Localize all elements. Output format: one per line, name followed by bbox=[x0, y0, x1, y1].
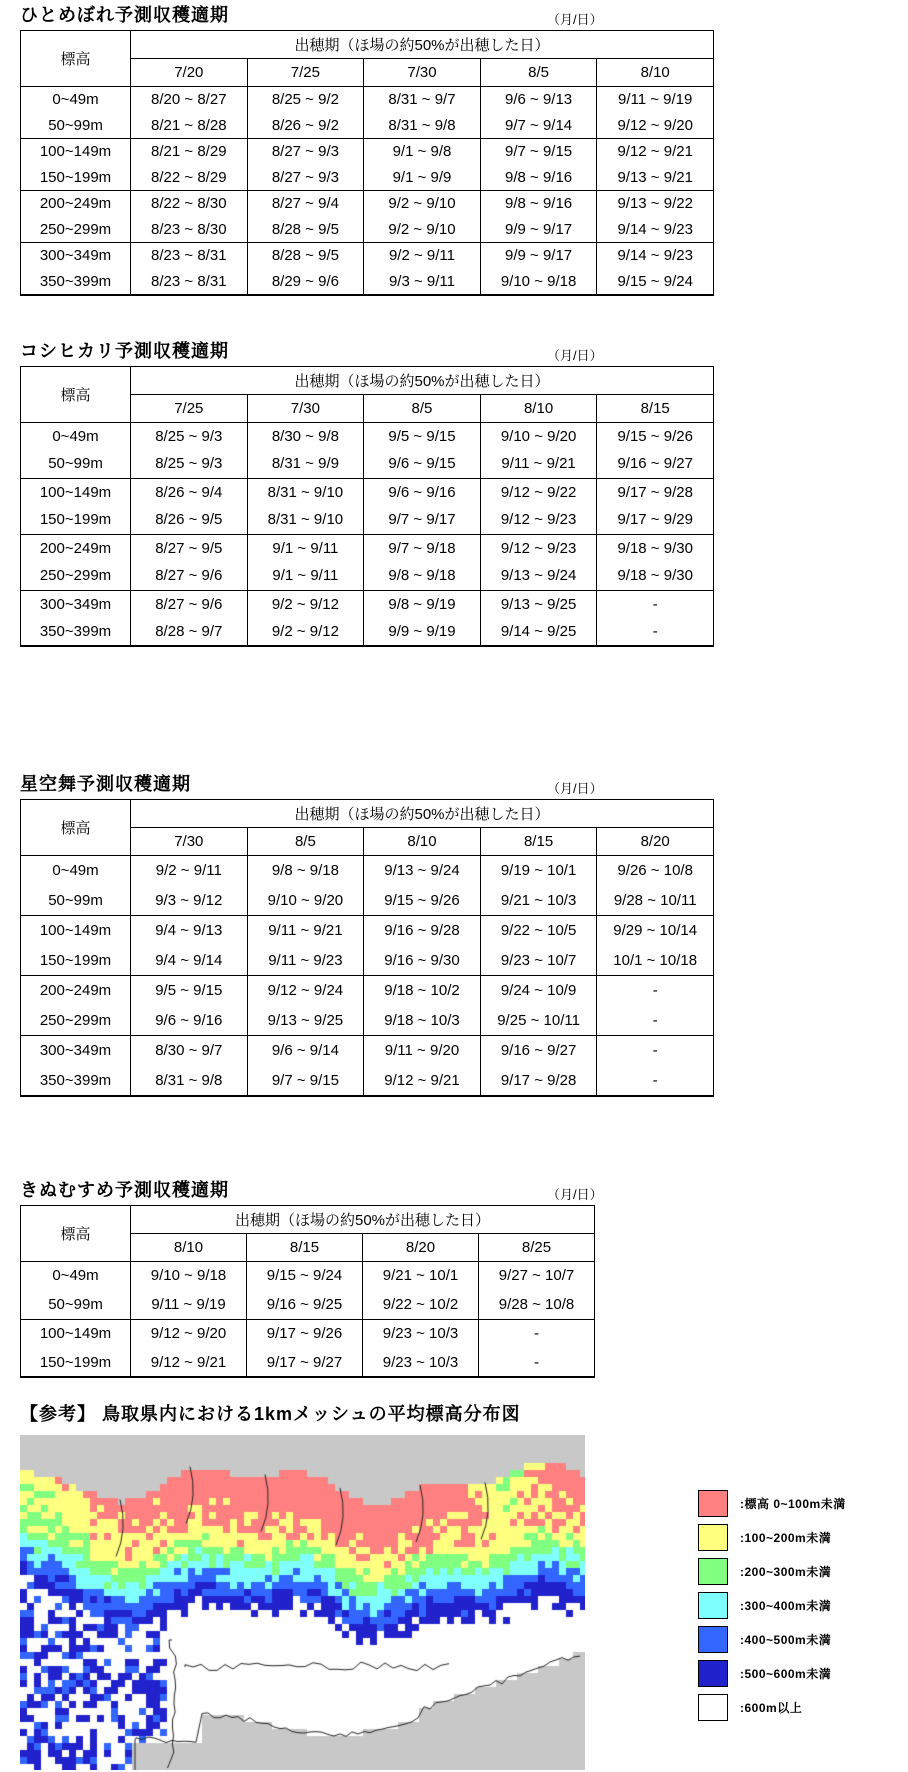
harvest-range-cell: 8/28 ~ 9/7 bbox=[131, 618, 248, 646]
harvest-range-cell: 8/31 ~ 9/8 bbox=[131, 1066, 248, 1096]
elevation-label: 100~149m bbox=[21, 1319, 131, 1348]
harvest-range-cell: 8/30 ~ 9/8 bbox=[247, 422, 364, 450]
harvest-range-cell: 9/16 ~ 9/30 bbox=[364, 946, 481, 976]
elevation-label: 100~149m bbox=[21, 139, 131, 165]
harvest-range-cell: 9/16 ~ 9/28 bbox=[364, 916, 481, 946]
harvest-range-cell: 9/25 ~ 10/11 bbox=[480, 1006, 597, 1036]
legend-label: :500~600m未満 bbox=[740, 1666, 832, 1681]
elevation-label: 100~149m bbox=[21, 916, 131, 946]
harvest-range-cell: 9/1 ~ 9/9 bbox=[364, 165, 481, 191]
harvest-range-cell: 9/13 ~ 9/22 bbox=[597, 191, 714, 217]
unit-label: （月/日） bbox=[547, 781, 603, 796]
harvest-range-cell: 8/28 ~ 9/5 bbox=[247, 217, 364, 243]
harvest-range-cell: 9/12 ~ 9/23 bbox=[480, 534, 597, 562]
harvest-range-cell: 9/5 ~ 9/15 bbox=[364, 422, 481, 450]
harvest-range-cell: 9/17 ~ 9/29 bbox=[597, 506, 714, 534]
legend-label: :100~200m未満 bbox=[740, 1530, 832, 1545]
col-header-heading-date: 7/30 bbox=[364, 59, 481, 87]
harvest-range-cell: 9/15 ~ 9/24 bbox=[247, 1261, 363, 1290]
col-header-heading-date: 7/25 bbox=[131, 394, 248, 422]
harvest-range-cell: 9/2 ~ 9/11 bbox=[364, 243, 481, 269]
harvest-range-cell: 9/17 ~ 9/28 bbox=[597, 478, 714, 506]
harvest-range-cell: 9/9 ~ 9/17 bbox=[480, 243, 597, 269]
harvest-range-cell: 9/7 ~ 9/18 bbox=[364, 534, 481, 562]
section-header bbox=[20, 1179, 908, 1203]
harvest-range-cell: 9/14 ~ 9/23 bbox=[597, 217, 714, 243]
harvest-range-cell: 9/29 ~ 10/14 bbox=[597, 916, 714, 946]
harvest-range-cell: 9/14 ~ 9/23 bbox=[597, 243, 714, 269]
harvest-range-cell: 9/9 ~ 9/19 bbox=[364, 618, 481, 646]
harvest-range-cell: 9/15 ~ 9/24 bbox=[597, 269, 714, 295]
table-row bbox=[21, 113, 714, 139]
legend-item bbox=[698, 1523, 846, 1551]
harvest-table-hoshizoramai bbox=[20, 799, 714, 1097]
harvest-range-cell: 9/28 ~ 10/11 bbox=[597, 886, 714, 916]
harvest-range-cell: 9/2 ~ 9/11 bbox=[131, 856, 248, 886]
col-header-heading-date: 8/10 bbox=[364, 828, 481, 856]
harvest-range-cell: 8/31 ~ 9/10 bbox=[247, 478, 364, 506]
legend-swatch bbox=[698, 1660, 728, 1687]
row-header-elevation: 標高 bbox=[21, 800, 131, 856]
table-row bbox=[21, 243, 714, 269]
harvest-range-cell: 8/23 ~ 8/31 bbox=[131, 269, 248, 295]
row-header-elevation: 標高 bbox=[21, 1205, 131, 1261]
harvest-range-cell: 9/5 ~ 9/15 bbox=[131, 976, 248, 1006]
harvest-range-cell: 9/24 ~ 10/9 bbox=[480, 976, 597, 1006]
legend-label: :標高 0~100m未満 bbox=[740, 1496, 846, 1511]
harvest-range-cell: - bbox=[597, 1006, 714, 1036]
harvest-range-cell: 10/1 ~ 10/18 bbox=[597, 946, 714, 976]
elevation-label: 350~399m bbox=[21, 269, 131, 295]
table-title-hitomebore: ひとめぼれ予測収穫適期 bbox=[20, 5, 229, 25]
harvest-range-cell: 8/26 ~ 9/5 bbox=[131, 506, 248, 534]
elevation-label: 150~199m bbox=[21, 946, 131, 976]
col-header-heading-date: 8/5 bbox=[364, 394, 481, 422]
harvest-range-cell: 8/21 ~ 8/29 bbox=[131, 139, 248, 165]
harvest-range-cell: 9/12 ~ 9/24 bbox=[247, 976, 364, 1006]
elevation-label: 50~99m bbox=[21, 113, 131, 139]
table-row bbox=[21, 916, 714, 946]
section-hoshizoramai bbox=[20, 773, 908, 1097]
legend-item bbox=[698, 1625, 846, 1653]
section-hitomebore bbox=[20, 4, 908, 296]
harvest-range-cell: 9/28 ~ 10/8 bbox=[479, 1290, 595, 1319]
harvest-range-cell: 9/8 ~ 9/19 bbox=[364, 590, 481, 618]
row-header-elevation: 標高 bbox=[21, 366, 131, 422]
harvest-range-cell: 9/11 ~ 9/19 bbox=[597, 87, 714, 113]
harvest-range-cell: 9/13 ~ 9/21 bbox=[597, 165, 714, 191]
table-row bbox=[21, 590, 714, 618]
elevation-label: 0~49m bbox=[21, 856, 131, 886]
elevation-label: 150~199m bbox=[21, 1348, 131, 1377]
harvest-range-cell: 9/7 ~ 9/15 bbox=[247, 1066, 364, 1096]
harvest-range-cell: 9/6 ~ 9/14 bbox=[247, 1036, 364, 1066]
harvest-range-cell: 9/17 ~ 9/28 bbox=[480, 1066, 597, 1096]
elevation-label: 250~299m bbox=[21, 1006, 131, 1036]
harvest-range-cell: 9/21 ~ 10/1 bbox=[363, 1261, 479, 1290]
harvest-range-cell: 9/19 ~ 10/1 bbox=[480, 856, 597, 886]
harvest-range-cell: 9/3 ~ 9/12 bbox=[131, 886, 248, 916]
legend-label: :200~300m未満 bbox=[740, 1564, 832, 1579]
harvest-range-cell: 8/27 ~ 9/5 bbox=[131, 534, 248, 562]
harvest-range-cell: 9/6 ~ 9/16 bbox=[364, 478, 481, 506]
table-row bbox=[21, 562, 714, 590]
harvest-range-cell: - bbox=[479, 1319, 595, 1348]
harvest-range-cell: 9/22 ~ 10/5 bbox=[480, 916, 597, 946]
harvest-range-cell: 9/7 ~ 9/15 bbox=[480, 139, 597, 165]
table-row bbox=[21, 1348, 595, 1377]
harvest-range-cell: 9/12 ~ 9/23 bbox=[480, 506, 597, 534]
harvest-range-cell: 9/16 ~ 9/27 bbox=[597, 450, 714, 478]
harvest-range-cell: - bbox=[597, 1066, 714, 1096]
section-header bbox=[20, 4, 908, 28]
table-row bbox=[21, 1066, 714, 1096]
table-row bbox=[21, 217, 714, 243]
legend-swatch bbox=[698, 1558, 728, 1585]
harvest-range-cell: 9/27 ~ 10/7 bbox=[479, 1261, 595, 1290]
elevation-label: 300~349m bbox=[21, 1036, 131, 1066]
unit-label: （月/日） bbox=[547, 1186, 603, 1202]
heading-date-group: 出穂期（ほ場の約50%が出穂した日） bbox=[131, 31, 714, 59]
harvest-range-cell: 8/31 ~ 9/7 bbox=[364, 87, 481, 113]
harvest-range-cell: 9/3 ~ 9/11 bbox=[364, 269, 481, 295]
col-header-heading-date: 7/30 bbox=[131, 828, 248, 856]
section-elevation-map bbox=[20, 1400, 908, 1770]
harvest-range-cell: - bbox=[597, 1036, 714, 1066]
harvest-range-cell: 8/22 ~ 8/30 bbox=[131, 191, 248, 217]
harvest-range-cell: 9/8 ~ 9/16 bbox=[480, 191, 597, 217]
harvest-range-cell: 9/13 ~ 9/24 bbox=[364, 856, 481, 886]
harvest-range-cell: - bbox=[597, 976, 714, 1006]
col-header-heading-date: 8/10 bbox=[131, 1233, 247, 1261]
unit-label: （月/日） bbox=[547, 347, 603, 363]
table-title-kinumusume: きぬむすめ予測収穫適期 bbox=[20, 1179, 229, 1200]
harvest-range-cell: 8/23 ~ 8/30 bbox=[131, 217, 248, 243]
harvest-range-cell: 9/8 ~ 9/16 bbox=[480, 165, 597, 191]
harvest-range-cell: 8/25 ~ 9/3 bbox=[131, 450, 248, 478]
elevation-label: 150~199m bbox=[21, 165, 131, 191]
col-header-heading-date: 8/25 bbox=[479, 1233, 595, 1261]
harvest-range-cell: 8/27 ~ 9/3 bbox=[247, 139, 364, 165]
harvest-range-cell: 9/10 ~ 9/20 bbox=[480, 422, 597, 450]
elevation-label: 0~49m bbox=[21, 422, 131, 450]
harvest-range-cell: 9/11 ~ 9/20 bbox=[364, 1036, 481, 1066]
legend-swatch bbox=[698, 1626, 728, 1653]
table-row bbox=[21, 191, 714, 217]
elevation-label: 350~399m bbox=[21, 618, 131, 646]
table-row bbox=[21, 976, 714, 1006]
harvest-range-cell: 9/9 ~ 9/17 bbox=[480, 217, 597, 243]
harvest-range-cell: 9/8 ~ 9/18 bbox=[247, 856, 364, 886]
harvest-range-cell: 9/11 ~ 9/21 bbox=[480, 450, 597, 478]
elevation-label: 0~49m bbox=[21, 87, 131, 113]
harvest-range-cell: 9/13 ~ 9/24 bbox=[480, 562, 597, 590]
harvest-range-cell: 9/11 ~ 9/19 bbox=[131, 1290, 247, 1319]
table-row bbox=[21, 1319, 595, 1348]
table-row bbox=[21, 450, 714, 478]
elevation-label: 200~249m bbox=[21, 976, 131, 1006]
col-header-heading-date: 7/30 bbox=[247, 394, 364, 422]
elevation-label: 300~349m bbox=[21, 590, 131, 618]
harvest-range-cell: 8/27 ~ 9/6 bbox=[131, 562, 248, 590]
table-row bbox=[21, 478, 714, 506]
elevation-mesh-map bbox=[20, 1435, 585, 1770]
map-title: 【参考】 鳥取県内における1kmメッシュの平均標高分布図 bbox=[20, 1404, 521, 1424]
harvest-range-cell: 9/12 ~ 9/21 bbox=[597, 139, 714, 165]
harvest-range-cell: 9/16 ~ 9/27 bbox=[480, 1036, 597, 1066]
col-header-heading-date: 8/5 bbox=[247, 828, 364, 856]
elevation-label: 200~249m bbox=[21, 191, 131, 217]
table-row bbox=[21, 139, 714, 165]
table-row bbox=[21, 87, 714, 113]
table-row bbox=[21, 886, 714, 916]
legend-label: :600m以上 bbox=[740, 1700, 803, 1715]
legend-label: :400~500m未満 bbox=[740, 1632, 832, 1647]
harvest-range-cell: 9/21 ~ 10/3 bbox=[480, 886, 597, 916]
legend-swatch bbox=[698, 1490, 728, 1517]
elevation-label: 0~49m bbox=[21, 1261, 131, 1290]
section-header bbox=[20, 340, 908, 364]
harvest-range-cell: 9/6 ~ 9/13 bbox=[480, 87, 597, 113]
harvest-range-cell: 8/25 ~ 9/2 bbox=[247, 87, 364, 113]
harvest-range-cell: 9/10 ~ 9/18 bbox=[131, 1261, 247, 1290]
harvest-range-cell: 8/28 ~ 9/5 bbox=[247, 243, 364, 269]
harvest-range-cell: - bbox=[479, 1348, 595, 1377]
harvest-table-hitomebore bbox=[20, 30, 714, 296]
table-row bbox=[21, 506, 714, 534]
legend-item bbox=[698, 1489, 846, 1517]
harvest-range-cell: 8/31 ~ 9/8 bbox=[364, 113, 481, 139]
harvest-range-cell: 9/6 ~ 9/15 bbox=[364, 450, 481, 478]
col-header-heading-date: 8/20 bbox=[597, 828, 714, 856]
col-header-heading-date: 8/15 bbox=[480, 828, 597, 856]
table-row bbox=[21, 165, 714, 191]
section-koshihikari bbox=[20, 340, 908, 648]
harvest-range-cell: 9/7 ~ 9/14 bbox=[480, 113, 597, 139]
harvest-range-cell: 8/21 ~ 8/28 bbox=[131, 113, 248, 139]
col-header-heading-date: 7/25 bbox=[247, 59, 364, 87]
harvest-range-cell: 9/18 ~ 10/3 bbox=[364, 1006, 481, 1036]
harvest-range-cell: 9/2 ~ 9/12 bbox=[247, 590, 364, 618]
harvest-range-cell: 9/14 ~ 9/25 bbox=[480, 618, 597, 646]
legend-swatch bbox=[698, 1524, 728, 1551]
col-header-heading-date: 8/10 bbox=[597, 59, 714, 87]
harvest-range-cell: 9/18 ~ 9/30 bbox=[597, 534, 714, 562]
harvest-range-cell: 9/18 ~ 10/2 bbox=[364, 976, 481, 1006]
legend-label: :300~400m未満 bbox=[740, 1598, 832, 1613]
harvest-range-cell: 9/11 ~ 9/23 bbox=[247, 946, 364, 976]
harvest-range-cell: 9/10 ~ 9/20 bbox=[247, 886, 364, 916]
harvest-range-cell: 8/27 ~ 9/6 bbox=[131, 590, 248, 618]
table-row bbox=[21, 618, 714, 646]
harvest-range-cell: 8/27 ~ 9/4 bbox=[247, 191, 364, 217]
harvest-range-cell: 8/22 ~ 8/29 bbox=[131, 165, 248, 191]
harvest-range-cell: 9/1 ~ 9/11 bbox=[247, 562, 364, 590]
table-row bbox=[21, 1006, 714, 1036]
harvest-range-cell: 8/30 ~ 9/7 bbox=[131, 1036, 248, 1066]
harvest-range-cell: 9/15 ~ 9/26 bbox=[597, 422, 714, 450]
harvest-range-cell: 9/12 ~ 9/20 bbox=[131, 1319, 247, 1348]
harvest-range-cell: 9/2 ~ 9/12 bbox=[247, 618, 364, 646]
harvest-range-cell: 9/11 ~ 9/21 bbox=[247, 916, 364, 946]
col-header-heading-date: 8/5 bbox=[480, 59, 597, 87]
harvest-range-cell: 9/2 ~ 9/10 bbox=[364, 191, 481, 217]
elevation-label: 150~199m bbox=[21, 506, 131, 534]
harvest-range-cell: 8/26 ~ 9/4 bbox=[131, 478, 248, 506]
harvest-range-cell: 9/1 ~ 9/11 bbox=[247, 534, 364, 562]
col-header-heading-date: 7/20 bbox=[131, 59, 248, 87]
col-header-heading-date: 8/20 bbox=[363, 1233, 479, 1261]
harvest-range-cell: 8/31 ~ 9/10 bbox=[247, 506, 364, 534]
legend-item bbox=[698, 1557, 846, 1585]
harvest-range-cell: 9/23 ~ 10/3 bbox=[363, 1319, 479, 1348]
table-row bbox=[21, 269, 714, 295]
harvest-range-cell: 9/15 ~ 9/26 bbox=[364, 886, 481, 916]
harvest-range-cell: 9/13 ~ 9/25 bbox=[247, 1006, 364, 1036]
legend-item bbox=[698, 1659, 846, 1687]
legend-swatch bbox=[698, 1592, 728, 1619]
col-header-heading-date: 8/15 bbox=[597, 394, 714, 422]
elevation-label: 250~299m bbox=[21, 217, 131, 243]
elevation-label: 300~349m bbox=[21, 243, 131, 269]
harvest-range-cell: 9/23 ~ 10/7 bbox=[480, 946, 597, 976]
harvest-range-cell: 9/18 ~ 9/30 bbox=[597, 562, 714, 590]
harvest-range-cell: 8/25 ~ 9/3 bbox=[131, 422, 248, 450]
elevation-label: 50~99m bbox=[21, 450, 131, 478]
harvest-range-cell: 9/6 ~ 9/16 bbox=[131, 1006, 248, 1036]
harvest-range-cell: 9/17 ~ 9/27 bbox=[247, 1348, 363, 1377]
table-title-koshihikari: コシヒカリ予測収穫適期 bbox=[20, 340, 229, 361]
table-row bbox=[21, 1036, 714, 1066]
map-legend bbox=[698, 1489, 846, 1727]
harvest-range-cell: 9/26 ~ 10/8 bbox=[597, 856, 714, 886]
harvest-range-cell: - bbox=[597, 590, 714, 618]
harvest-range-cell: 8/27 ~ 9/3 bbox=[247, 165, 364, 191]
harvest-range-cell: 9/12 ~ 9/20 bbox=[597, 113, 714, 139]
harvest-table-kinumusume bbox=[20, 1205, 595, 1379]
heading-date-group: 出穂期（ほ場の約50%が出穂した日） bbox=[131, 366, 714, 394]
harvest-range-cell: 9/23 ~ 10/3 bbox=[363, 1348, 479, 1377]
elevation-label: 50~99m bbox=[21, 886, 131, 916]
row-header-elevation: 標高 bbox=[21, 31, 131, 87]
harvest-range-cell: 9/12 ~ 9/21 bbox=[364, 1066, 481, 1096]
elevation-label: 250~299m bbox=[21, 562, 131, 590]
elevation-label: 50~99m bbox=[21, 1290, 131, 1319]
harvest-range-cell: 8/26 ~ 9/2 bbox=[247, 113, 364, 139]
harvest-range-cell: 8/29 ~ 9/6 bbox=[247, 269, 364, 295]
harvest-range-cell: 9/12 ~ 9/21 bbox=[131, 1348, 247, 1377]
harvest-range-cell: 9/7 ~ 9/17 bbox=[364, 506, 481, 534]
harvest-range-cell: 9/4 ~ 9/14 bbox=[131, 946, 248, 976]
table-row bbox=[21, 422, 714, 450]
section-header bbox=[20, 773, 908, 797]
section-kinumusume bbox=[20, 1179, 908, 1379]
legend-item bbox=[698, 1591, 846, 1619]
table-row bbox=[21, 1261, 595, 1290]
harvest-range-cell: 9/4 ~ 9/13 bbox=[131, 916, 248, 946]
harvest-range-cell: 9/22 ~ 10/2 bbox=[363, 1290, 479, 1319]
elevation-label: 200~249m bbox=[21, 534, 131, 562]
harvest-range-cell: 9/8 ~ 9/18 bbox=[364, 562, 481, 590]
unit-label: （月/日） bbox=[547, 12, 603, 27]
harvest-range-cell: 9/16 ~ 9/25 bbox=[247, 1290, 363, 1319]
harvest-range-cell: 9/12 ~ 9/22 bbox=[480, 478, 597, 506]
legend-swatch bbox=[698, 1694, 728, 1721]
table-row bbox=[21, 856, 714, 886]
elevation-label: 100~149m bbox=[21, 478, 131, 506]
harvest-range-cell: 9/17 ~ 9/26 bbox=[247, 1319, 363, 1348]
harvest-range-cell: 9/2 ~ 9/10 bbox=[364, 217, 481, 243]
legend-item bbox=[698, 1693, 846, 1721]
table-title-hoshizoramai: 星空舞予測収穫適期 bbox=[20, 774, 191, 794]
harvest-range-cell: 9/1 ~ 9/8 bbox=[364, 139, 481, 165]
table-row bbox=[21, 534, 714, 562]
table-row bbox=[21, 946, 714, 976]
map-area bbox=[20, 1435, 908, 1770]
harvest-range-cell: 8/23 ~ 8/31 bbox=[131, 243, 248, 269]
col-header-heading-date: 8/10 bbox=[480, 394, 597, 422]
heading-date-group: 出穂期（ほ場の約50%が出穂した日） bbox=[131, 800, 714, 828]
harvest-range-cell: 9/10 ~ 9/18 bbox=[480, 269, 597, 295]
harvest-range-cell: 9/13 ~ 9/25 bbox=[480, 590, 597, 618]
col-header-heading-date: 8/15 bbox=[247, 1233, 363, 1261]
harvest-range-cell: - bbox=[597, 618, 714, 646]
elevation-label: 350~399m bbox=[21, 1066, 131, 1096]
heading-date-group: 出穂期（ほ場の約50%が出穂した日） bbox=[131, 1205, 595, 1233]
table-row bbox=[21, 1290, 595, 1319]
harvest-range-cell: 8/20 ~ 8/27 bbox=[131, 87, 248, 113]
harvest-table-koshihikari bbox=[20, 366, 714, 648]
harvest-range-cell: 8/31 ~ 9/9 bbox=[247, 450, 364, 478]
